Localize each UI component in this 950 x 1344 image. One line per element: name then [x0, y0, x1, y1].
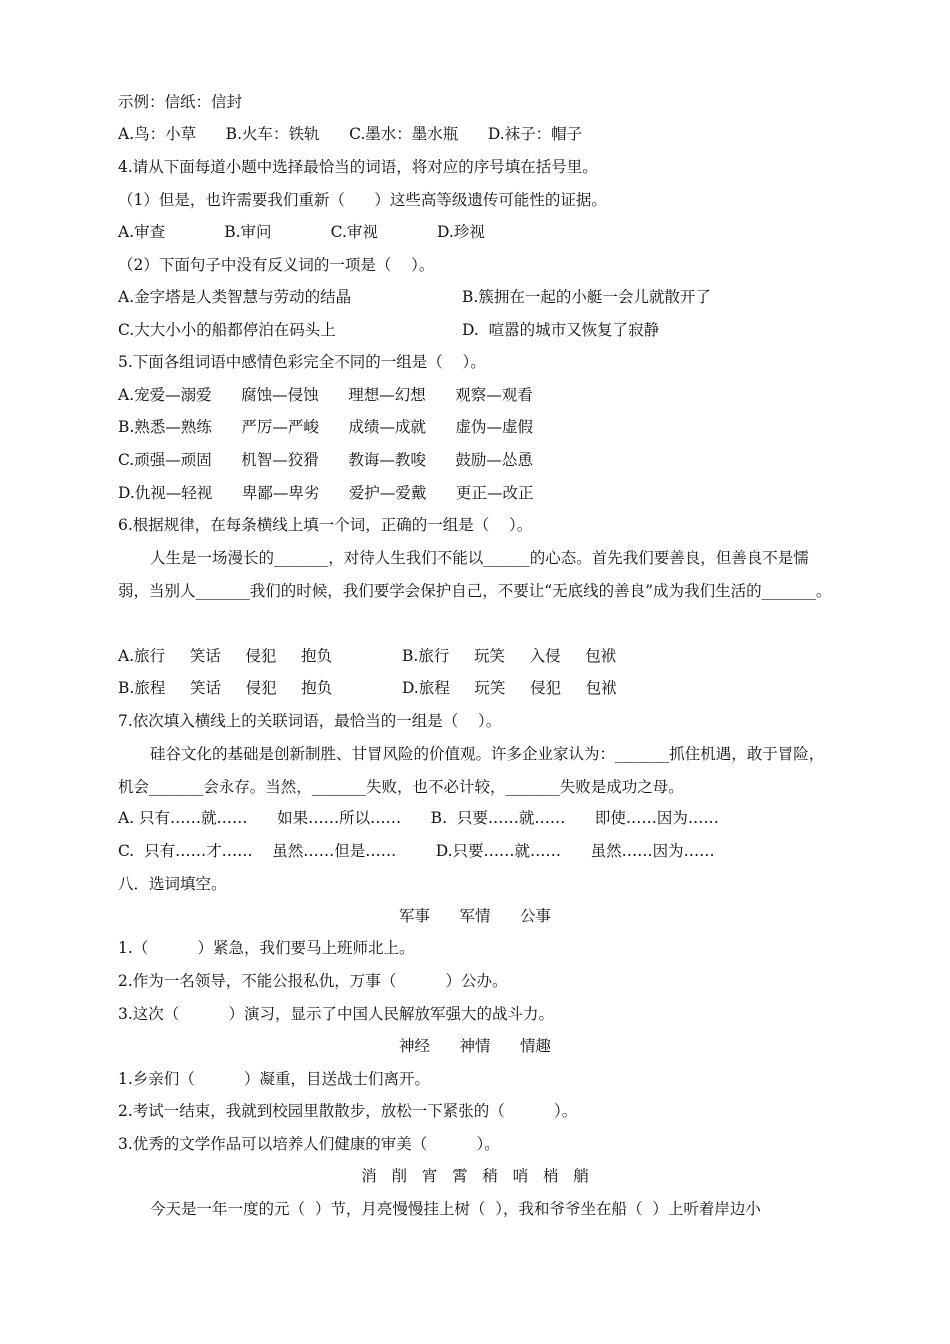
s8-1-q1: 1.（ ）紧急，我们要马上班师北上。: [118, 939, 415, 957]
q5-option-d: D.仇视—轻视 卑鄙—卑劣 爱护—爱戴 更正—改正: [118, 484, 534, 502]
word-bank-3: 消 削 宵 霄 稍 哨 梢 艄: [361, 1167, 589, 1185]
q5-option-b: B.熟悉—熟练 严厉—严峻 成绩—成就 虚伪—虚假: [118, 418, 534, 436]
q6-option-b: B.旅行 玩笑 入侵 包袱: [402, 647, 617, 665]
q5-option-a: A.宠爱—溺爱 腐蚀—侵蚀 理想—幻想 观察—观看: [118, 386, 533, 404]
word-bank-2: 神经 神情 情趣: [398, 1037, 552, 1055]
q6-option-c: B.旅程 笑话 侵犯 抱负: [118, 679, 333, 697]
s8-2-q1: 1.乡亲们（ ）凝重，目送战士们离开。: [118, 1070, 431, 1088]
q6-passage-text: 人生是一场漫长的_______，对待人生我们不能以______的心态。首先我们要善良，但善良不是懦弱，当别人_______我们的时候，我们要学会保护自己，不要让“无底线的善良”成为我们生活的_______。: [118, 549, 832, 600]
q3-options: A.鸟：小草 B.火车：铁轨 C.墨水：墨水瓶 D.袜子：帽子: [118, 125, 583, 143]
q4-1-stem: （1）但是，也许需要我们重新（ ）这些高等级遗传可能性的证据。: [118, 191, 607, 209]
q7-options-ab: A. 只有……就…… 如果……所以…… B. 只要……就…… 即使……因为……: [118, 809, 719, 827]
q7-passage-text: 硅谷文化的基础是创新制胜、甘冒风险的价值观。许多企业家认为：_______抓住机遇，敢于冒险，机会_______会永存。当然，_______失败，也不必计较，_______失败是成功之母。: [118, 745, 825, 796]
word-bank-1: 军事 军情 公事: [398, 907, 552, 925]
q7-stem: 7.依次填入横线上的关联词语，最恰当的一组是（ ）。: [118, 712, 502, 730]
s8-1-q3: 3.这次（ ）演习，显示了中国人民解放军强大的战斗力。: [118, 1005, 555, 1023]
example-line: 示例：信纸：信封: [118, 93, 243, 111]
s8-3-passage: 今天是一年一度的元（ ）节，月亮慢慢挂上树（ ），我和爷爷坐在船（ ）上听着岸边小: [150, 1200, 761, 1218]
q4-2-stem: （2）下面句子中没有反义词的一项是（ ）。: [118, 256, 435, 274]
q4-2-option-d: D. 喧嚣的城市又恢复了寂静: [462, 321, 660, 339]
q4-2-option-c: C.大大小小的船都停泊在码头上: [118, 321, 336, 339]
q4-2-option-b: B.簇拥在一起的小艇一会儿就散开了: [462, 288, 711, 306]
s8-2-q3: 3.优秀的文学作品可以培养人们健康的审美（ ）。: [118, 1135, 500, 1153]
s8-2-q2: 2.考试一结束，我就到校园里散散步，放松一下紧张的（ ）。: [118, 1102, 578, 1120]
q7-passage: [118, 738, 838, 803]
q4-instruction: 4.请从下面每道小题中选择最恰当的词语，将对应的序号填在括号里。: [118, 158, 598, 176]
q4-2-option-a: A.金字塔是人类智慧与劳动的结晶: [118, 288, 352, 306]
section-8-heading: 八．选词填空。: [118, 875, 227, 893]
q6-option-d: D.旅程 玩笑 侵犯 包袱: [402, 679, 617, 697]
q4-1-options: A.审查 B.审问 C.审视 D.珍视: [118, 223, 485, 241]
q6-option-a: A.旅行 笑话 侵犯 抱负: [118, 647, 333, 665]
q7-options-cd: C. 只有……才…… 虽然……但是…… D.只要……就…… 虽然……因为……: [118, 842, 715, 860]
q5-stem: 5.下面各组词语中感情色彩完全不同的一组是（ ）。: [118, 353, 486, 371]
s8-1-q2: 2.作为一名领导，不能公报私仇，万事（ ）公办。: [118, 972, 508, 990]
q6-passage: [118, 542, 838, 607]
q6-stem: 6.根据规律，在每条横线上填一个词，正确的一组是（ ）。: [118, 516, 533, 534]
q5-option-c: C.顽强—顽固 机智—狡猾 教诲—教唆 鼓励—怂恿: [118, 451, 533, 469]
